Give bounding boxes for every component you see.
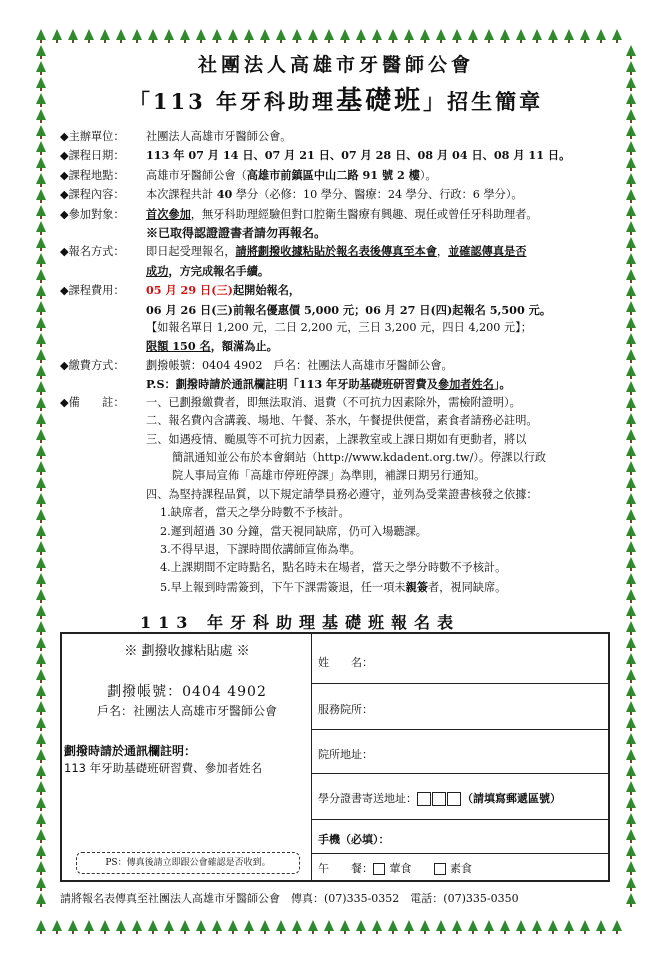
tree-icon (36, 829, 46, 840)
receipt-memo-text: 113 年牙助基礎班研習費、參加者姓名 (64, 761, 263, 775)
tree-icon (244, 920, 254, 931)
tree-icon (36, 877, 46, 888)
fee-daily-line: 【如報名單日 1,200 元，二日 2,200 元，三日 3,200 元，四日 4,200 元】； (146, 321, 532, 335)
tree-icon (36, 125, 46, 136)
tree-icon (36, 285, 46, 296)
tree-icon (468, 920, 478, 931)
payment-ps (60, 375, 620, 393)
tree-icon (626, 429, 636, 440)
tree-icon (68, 29, 78, 40)
zip-box[interactable] (432, 792, 446, 806)
tree-icon (626, 317, 636, 328)
course-title-emphasis: 基礎班 (336, 86, 424, 116)
location-value-c: ）。 (419, 168, 437, 182)
tree-icon (36, 317, 46, 328)
tree-icon (148, 920, 158, 931)
contact-footer: 請將報名表傳真至社團法人高雄市牙醫師公會 傳真：(07)335-0352 電話：(07)335-0350 (60, 892, 519, 905)
organizer-row (60, 128, 620, 146)
tree-icon (626, 893, 636, 904)
tree-icon (626, 205, 636, 216)
fee-limit: 限額 150 名 (146, 339, 211, 354)
register-value-a: 即日起受理報名， (146, 245, 236, 259)
tree-icon (626, 781, 636, 792)
note-item (60, 578, 620, 597)
register-fax-instruction: 請將劃撥收據粘貼於報名表後傳真至本會 (235, 244, 437, 259)
tree-icon (36, 845, 46, 856)
tree-icon (626, 621, 636, 632)
tree-icon (196, 29, 206, 40)
tree-icon (626, 461, 636, 472)
lunch-meat-checkbox[interactable] (373, 863, 385, 875)
fax-confirm-note: PS：傳真後請立即跟公會確認是否收到。 (76, 852, 300, 874)
note-item: 院人事局宣佈「高雄市停班停課」為準則，補課日期另行通知。 (172, 469, 486, 483)
content-value-a: 本次課程共計 (146, 188, 217, 202)
tree-icon (626, 669, 636, 680)
tree-icon (548, 920, 558, 931)
tree-icon (532, 920, 542, 931)
register-value-c: ， (436, 245, 449, 259)
target-note: ※已取得認證證書者請勿再報名。 (146, 226, 327, 241)
tree-icon (484, 920, 494, 931)
tree-icon (626, 861, 636, 872)
tree-icon (292, 920, 302, 931)
fee-limit-line (60, 337, 620, 356)
tree-icon (626, 477, 636, 488)
organizer-label: ◆主辦單位： (60, 130, 125, 143)
tree-icon (36, 813, 46, 824)
tree-icon (36, 333, 46, 344)
receipt-title: ※ 劃撥收據粘貼處 ※ (124, 644, 250, 659)
payment-label: ◆繳費方式： (60, 358, 125, 372)
tree-icon (36, 461, 46, 472)
tree-icon (468, 29, 478, 40)
tree-icon (388, 920, 398, 931)
tree-icon (36, 237, 46, 248)
tree-icon (548, 29, 558, 40)
tree-icon (180, 920, 190, 931)
tree-icon (36, 141, 46, 152)
note-item: 四、為堅持課程品質，以下規定請學員務必遵守，並列為受業證書核發之依據： (146, 487, 538, 501)
content-value-c: 學分（必修：10 學分、醫療：24 學分、行政：6 學分）。 (232, 188, 523, 202)
location-address: 高雄市前鎮區中山二路 91 號 2 樓 (246, 167, 420, 182)
tree-icon (308, 920, 318, 931)
tree-icon (626, 365, 636, 376)
tree-icon (36, 301, 46, 312)
tree-icon (36, 173, 46, 184)
note-item: 一、已劃撥繳費者，即無法取消、退費（不可抗力因素除外，需檢附證明）。 (146, 395, 521, 409)
tree-icon (84, 920, 94, 931)
tree-icon (452, 920, 462, 931)
tree-icon (36, 253, 46, 264)
tree-icon (36, 589, 46, 600)
name-label: 姓 名： (318, 656, 373, 669)
tree-icon (36, 397, 46, 408)
tree-icon (356, 29, 366, 40)
tree-icon (84, 29, 94, 40)
tree-icon (626, 525, 636, 536)
content-row (60, 185, 620, 204)
fee-row (60, 281, 620, 300)
address-label: 院所地址： (318, 748, 373, 761)
tree-icon (36, 765, 46, 776)
target-label: ◆參加對象： (60, 207, 125, 221)
tree-icon (36, 605, 46, 616)
note-item-part: 5.早上報到時需簽到，下午下課需簽退，任一項未 (160, 580, 406, 594)
tree-icon (580, 29, 590, 40)
tree-icon (626, 285, 636, 296)
note-item-signature: 親簽 (405, 579, 429, 594)
tree-icon (612, 29, 622, 40)
tree-icon (36, 733, 46, 744)
note-item: 簡訊通知並公布於本會網站（http://www.kdadent.org.tw/）。停課以行政 (172, 450, 547, 464)
receipt-area[interactable] (62, 634, 312, 880)
tree-icon (244, 29, 254, 40)
tree-icon (36, 429, 46, 440)
target-first-time: 首次參加 (146, 206, 191, 221)
tree-icon (626, 797, 636, 808)
register-confirm: 並確認傳真是否 (448, 244, 527, 259)
tree-icon (420, 29, 430, 40)
payment-value: 劃撥帳號：0404 4902 戶名：社團法人高雄市牙醫師公會。 (146, 358, 453, 372)
tree-icon (372, 920, 382, 931)
payment-ps-c: 」。 (493, 377, 511, 392)
course-title-post: 」招生簡章 (423, 89, 544, 114)
tree-icon (626, 605, 636, 616)
tree-icon (626, 717, 636, 728)
tree-icon (626, 381, 636, 392)
target-row (60, 205, 620, 224)
tree-icon (52, 920, 62, 931)
tree-icon (36, 669, 46, 680)
cert-address-field[interactable] (312, 774, 608, 820)
course-info (60, 128, 620, 597)
tree-icon (626, 541, 636, 552)
tree-icon (36, 685, 46, 696)
note-item: 三、如遇疫情、颱風等不可抗力因素，上課教室或上課日期如有更動者，將以 (146, 432, 527, 446)
tree-icon (626, 141, 636, 152)
tree-icon (500, 920, 510, 931)
tree-icon (580, 920, 590, 931)
tree-icon (36, 157, 46, 168)
tree-icon (116, 29, 126, 40)
tree-icon (212, 29, 222, 40)
tree-icon (180, 29, 190, 40)
tree-icon (276, 29, 286, 40)
tree-icon (228, 29, 238, 40)
tree-icon (626, 221, 636, 232)
tree-icon (626, 829, 636, 840)
tree-icon (484, 29, 494, 40)
tree-icon (626, 733, 636, 744)
fee-price-line: 06 月 26 日(三)前報名優惠價 5,000 元；06 月 27 日(四)起報名 5,500 元。 (146, 302, 552, 317)
fee-label: ◆課程費用： (60, 284, 125, 298)
clinic-field[interactable] (312, 684, 608, 730)
lunch-field (312, 854, 608, 880)
note-item: 3.不得早退，下課時間依講師宣佈為準。 (160, 542, 361, 556)
tree-icon (324, 920, 334, 931)
tree-icon (276, 920, 286, 931)
content-credits: 40 (216, 187, 233, 202)
phone-label: 手機（必填）： (318, 833, 390, 846)
phone-field[interactable] (312, 820, 608, 854)
lunch-row (318, 860, 472, 876)
tree-icon (308, 29, 318, 40)
note-item: 2.遲到超過 30 分鐘，當天視同缺席，仍可入場聽課。 (160, 524, 427, 538)
tree-icon (292, 29, 302, 40)
tree-icon (36, 189, 46, 200)
tree-icon (132, 920, 142, 931)
tree-icon (626, 813, 636, 824)
fee-limit-rest: ，額滿為止。 (210, 339, 278, 354)
dates-row (60, 146, 620, 165)
receipt-memo-title: 劃撥時請於通訊欄註明： (64, 744, 197, 758)
lunch-veg-label: 素食 (450, 862, 472, 875)
tree-icon (36, 381, 46, 392)
tree-icon (626, 493, 636, 504)
note-item: 1.缺席者，當天之學分時數不予核計。 (160, 506, 350, 520)
organization-title: 社團法人高雄市牙醫師公會 (197, 54, 474, 76)
lunch-label: 午 餐： (318, 862, 373, 875)
tree-icon (626, 253, 636, 264)
tree-icon (626, 509, 636, 520)
tree-icon (340, 920, 350, 931)
tree-icon (626, 349, 636, 360)
receipt-account-name: 戶名：社團法人高雄市牙醫師公會 (96, 704, 277, 718)
tree-icon (516, 920, 526, 931)
course-title (0, 80, 672, 117)
tree-icon (564, 920, 574, 931)
tree-icon (36, 205, 46, 216)
tree-icon (626, 333, 636, 344)
location-row (60, 166, 620, 185)
registration-form (60, 632, 610, 882)
tree-icon (356, 920, 366, 931)
note-item: 二、報名費內含講義、場地、午餐、茶水，午餐提供便當，素食者請務必註明。 (146, 414, 538, 428)
tree-icon (212, 920, 222, 931)
tree-icon (340, 29, 350, 40)
fee-start-date: 05 月 29 日(三) (146, 283, 233, 298)
tree-icon (36, 269, 46, 280)
tree-icon (36, 221, 46, 232)
tree-icon (436, 29, 446, 40)
tree-icon (36, 653, 46, 664)
tree-icon (626, 445, 636, 456)
receipt-account: 劃撥帳號：0404 4902 (107, 684, 267, 700)
tree-icon (626, 765, 636, 776)
tree-icon (228, 920, 238, 931)
location-value-a: 高雄市牙醫師公會（ (146, 168, 247, 182)
tree-icon (626, 749, 636, 760)
tree-icon (100, 29, 110, 40)
tree-icon (100, 920, 110, 931)
organizer-value: 社團法人高雄市牙醫師公會。 (146, 130, 292, 143)
tree-icon (626, 189, 636, 200)
fee-start-text: 起開始報名， (232, 283, 301, 298)
tree-icon (260, 920, 270, 931)
tree-icon (196, 920, 206, 931)
tree-icon (148, 29, 158, 40)
dates-label: ◆課程日期： (60, 149, 125, 163)
tree-icon (260, 29, 270, 40)
cert-address-hint: （請填寫郵遞區號） (462, 792, 561, 805)
cert-address-label: 學分證書寄送地址： (318, 792, 417, 805)
location-label: ◆課程地點： (60, 168, 125, 182)
tree-icon (404, 29, 414, 40)
tree-icon (36, 445, 46, 456)
tree-icon (36, 477, 46, 488)
lunch-meat-label: 葷食 (389, 862, 412, 875)
tree-icon (116, 920, 126, 931)
tree-icon (564, 29, 574, 40)
tree-icon (132, 29, 142, 40)
tree-icon (36, 525, 46, 536)
tree-icon (36, 365, 46, 376)
register-row (60, 242, 620, 261)
name-field[interactable] (312, 634, 608, 684)
target-value: ，無牙科助理經驗但對口腔衛生醫療有興趣、現任或曾任牙科助理者。 (190, 207, 538, 221)
dates-value: 113 年 07 月 14 日、07 月 21 日、07 月 28 日、08 月 04 日、08 月 11 日。 (146, 148, 571, 163)
cert-address-row (318, 790, 561, 806)
tree-icon (626, 573, 636, 584)
tree-icon (532, 29, 542, 40)
tree-icon (596, 29, 606, 40)
tree-icon (36, 509, 46, 520)
tree-icon (36, 920, 46, 931)
form-title: 113 年牙科助理基礎班報名表 (140, 613, 460, 632)
tree-icon (626, 685, 636, 696)
register-label: ◆報名方式： (60, 245, 125, 259)
tree-icon (626, 589, 636, 600)
tree-icon (516, 29, 526, 40)
tree-icon (626, 397, 636, 408)
form-fields (312, 634, 608, 880)
tree-icon (626, 269, 636, 280)
tree-icon (420, 920, 430, 931)
tree-icon (626, 653, 636, 664)
tree-icon (36, 541, 46, 552)
payment-ps-a: P.S：劃撥時請於通訊欄註明「113 年牙助基礎班研習費及 (146, 377, 438, 392)
notes-row (60, 394, 620, 412)
tree-icon (36, 557, 46, 568)
tree-icon (626, 301, 636, 312)
tree-icon (36, 797, 46, 808)
tree-icon (612, 920, 622, 931)
tree-icon (36, 621, 46, 632)
tree-icon (36, 493, 46, 504)
tree-icon (324, 29, 334, 40)
course-title-pre: 「113 年牙科助理 (128, 89, 337, 114)
tree-icon (500, 29, 510, 40)
tree-icon (36, 781, 46, 792)
content-label: ◆課程內容： (60, 188, 125, 202)
tree-icon (36, 349, 46, 360)
tree-icon (626, 173, 636, 184)
tree-icon (404, 920, 414, 931)
tree-icon (452, 29, 462, 40)
tree-icon (36, 701, 46, 712)
tree-icon (626, 125, 636, 136)
tree-icon (626, 157, 636, 168)
address-field[interactable] (312, 730, 608, 774)
notes-label: ◆備 註： (60, 395, 125, 409)
tree-icon (36, 893, 46, 904)
tree-icon (626, 237, 636, 248)
payment-row (60, 357, 620, 375)
tree-icon (626, 701, 636, 712)
lunch-veg-checkbox[interactable] (434, 863, 446, 875)
tree-icon (36, 413, 46, 424)
zip-box[interactable] (417, 792, 431, 806)
tree-icon (372, 29, 382, 40)
tree-icon (626, 637, 636, 648)
tree-icon (52, 29, 62, 40)
tree-icon (626, 845, 636, 856)
tree-icon (164, 920, 174, 931)
tree-icon (626, 877, 636, 888)
register-complete: ，方完成報名手續。 (168, 263, 270, 278)
zip-box[interactable] (447, 792, 461, 806)
tree-icon (68, 920, 78, 931)
tree-icon (626, 557, 636, 568)
clinic-label: 服務院所： (318, 703, 373, 716)
tree-icon (436, 920, 446, 931)
tree-icon (36, 717, 46, 728)
tree-icon (164, 29, 174, 40)
tree-icon (388, 29, 398, 40)
note-item: 4.上課期間不定時點名，點名時未在場者，當天之學分時數不予核計。 (160, 561, 507, 575)
register-row-2 (60, 262, 620, 281)
note-item-part: 者，視同缺席。 (428, 580, 507, 594)
tree-icon (36, 637, 46, 648)
tree-icon (36, 749, 46, 760)
tree-icon (36, 29, 46, 40)
register-success: 成功 (146, 263, 169, 278)
tree-icon (36, 861, 46, 872)
tree-icon (596, 920, 606, 931)
tree-icon (626, 413, 636, 424)
payment-ps-b: 參加者姓名 (437, 377, 494, 392)
tree-icon (36, 573, 46, 584)
